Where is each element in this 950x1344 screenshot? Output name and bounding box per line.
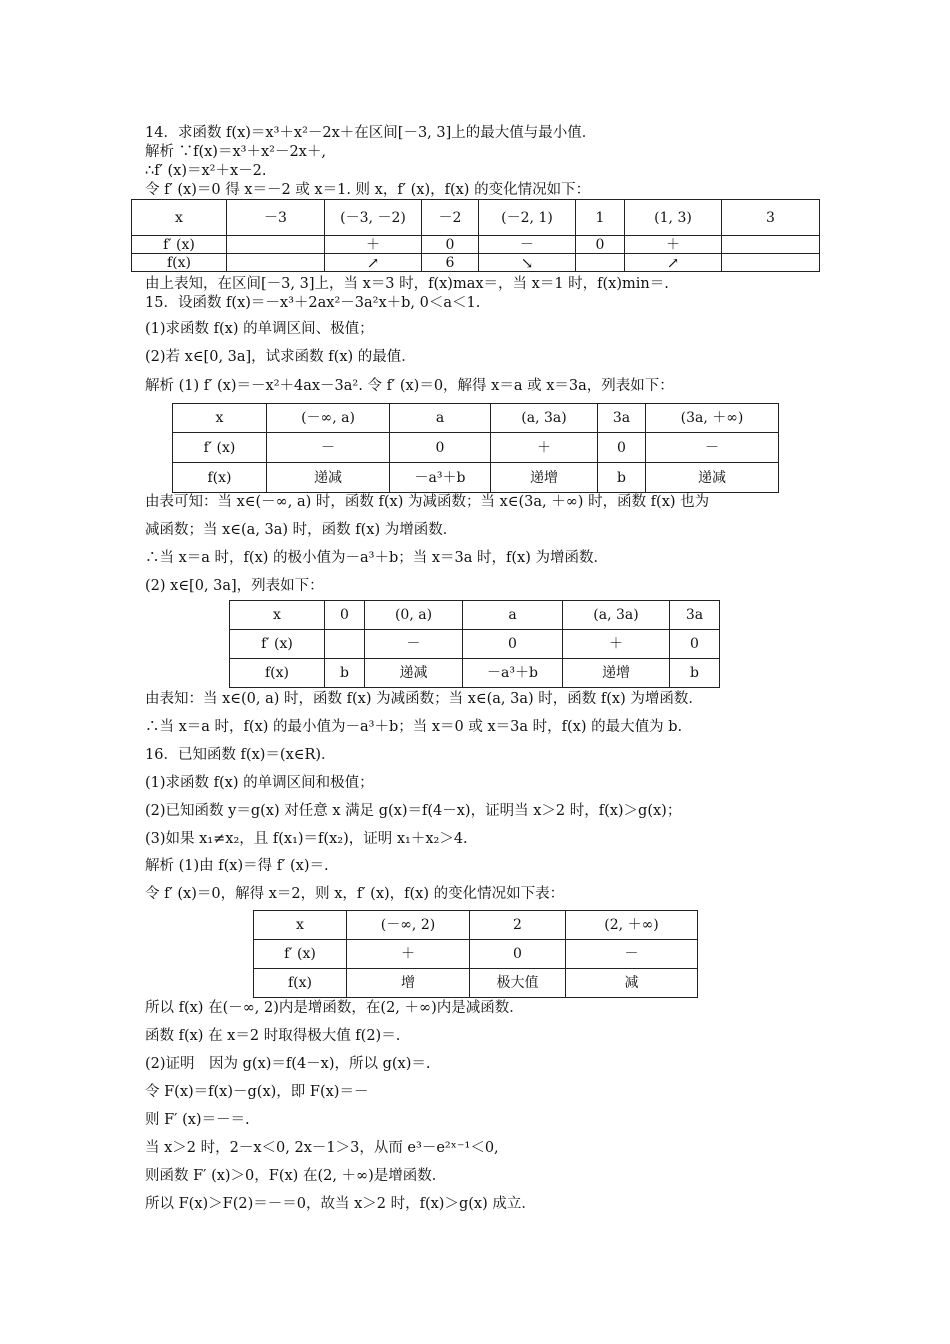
q16-part1: (1)求函数 f(x) 的单调区间和极值；: [145, 775, 374, 791]
q15-table1: [172, 403, 779, 493]
table-cell: (－3, －2): [325, 200, 422, 236]
table-cell: [722, 254, 820, 272]
table-row: [254, 911, 698, 940]
table-row: [132, 254, 820, 272]
table-cell: 递减: [365, 659, 463, 688]
increase-arrow-icon: ↗: [625, 254, 722, 272]
table-cell: ＋: [625, 236, 722, 254]
q14-title: 14．求函数 f(x)＝x³＋x²－2x＋在区间[－3, 3]上的最大值与最小值．: [145, 125, 597, 141]
q15-solution6: 由表知：当 x∈(0, a) 时，函数 f(x) 为减函数；当 x∈(a, 3a) 时，函数 f(x) 为增函数．: [145, 691, 703, 707]
q14-line3: 令 f′ (x)＝0 得 x＝－2 或 x＝1. 则 x，f′ (x)，f(x) 的变化情况如下：: [145, 182, 591, 198]
table-cell: －a³＋b: [463, 659, 563, 688]
table-row: [230, 630, 720, 659]
table-cell: (2, ＋∞): [566, 911, 698, 940]
table-cell: f′ (x): [230, 630, 325, 659]
q16-solution3: 所以 f(x) 在(－∞, 2)内是增函数，在(2, ＋∞)内是减函数．: [145, 1000, 524, 1016]
table-row: [254, 940, 698, 969]
q14-line2: ∴f′ (x)＝x²＋x－2.: [145, 163, 267, 179]
table-cell: ＋: [325, 236, 422, 254]
table-cell: 3: [722, 200, 820, 236]
table-cell: ＋: [563, 630, 670, 659]
table-cell: －: [566, 940, 698, 969]
table-cell: －3: [227, 200, 325, 236]
table-cell: 0: [670, 630, 720, 659]
table-cell: [227, 254, 325, 272]
table-cell: 1: [576, 200, 625, 236]
q15-solution7: ∴当 x＝a 时，f(x) 的最小值为－a³＋b；当 x＝0 或 x＝3a 时，f(x) 的最大值为 b.: [145, 719, 683, 735]
q16-solution9: 则函数 F′ (x)＞0，F(x) 在(2, ＋∞)是增函数．: [145, 1168, 447, 1184]
table-cell: f(x): [254, 969, 347, 998]
table-cell: －: [479, 236, 576, 254]
table-cell: 递减: [267, 463, 390, 493]
table-cell: (－2, 1): [479, 200, 576, 236]
table-row: [230, 659, 720, 688]
table-cell: x: [230, 601, 325, 630]
table-cell: 3a: [670, 601, 720, 630]
decrease-arrow-icon: ↘: [479, 254, 576, 272]
table-cell: [576, 254, 625, 272]
table-cell: b: [325, 659, 365, 688]
table-cell: (a, 3a): [563, 601, 670, 630]
table-cell: 增: [347, 969, 470, 998]
table-cell: f(x): [173, 463, 267, 493]
table-cell: b: [670, 659, 720, 688]
table-cell: b: [598, 463, 646, 493]
table-cell: f′ (x): [173, 433, 267, 463]
q16-solution6: 令 F(x)＝f(x)－g(x)，即 F(x)＝－: [145, 1084, 369, 1100]
table-cell: －a³＋b: [390, 463, 491, 493]
table-cell: 递减: [646, 463, 779, 493]
table-cell: ＋: [347, 940, 470, 969]
q15-solution3: 减函数；当 x∈(a, 3a) 时，函数 f(x) 为增函数．: [145, 522, 458, 538]
table-row: [173, 404, 779, 433]
q15-table2: [229, 600, 720, 688]
q16-solution5: (2)证明 因为 g(x)＝f(4－x)，所以 g(x)＝.: [145, 1056, 431, 1072]
table-cell: ＋: [491, 433, 598, 463]
table-cell: 3a: [598, 404, 646, 433]
table-cell: 递增: [491, 463, 598, 493]
table-cell: f′ (x): [254, 940, 347, 969]
table-cell: －: [365, 630, 463, 659]
table-cell: a: [463, 601, 563, 630]
table-cell: [722, 236, 820, 254]
q14-conclusion: 由上表知，在区间[－3, 3]上，当 x＝3 时，f(x)max＝，当 x＝1 时，f(x)min＝.: [145, 276, 669, 292]
table-cell: －2: [422, 200, 479, 236]
table-row: [230, 601, 720, 630]
table-cell: 递增: [563, 659, 670, 688]
table-cell: 减: [566, 969, 698, 998]
table-cell: x: [173, 404, 267, 433]
q16-solution4: 函数 f(x) 在 x＝2 时取得极大值 f(2)＝.: [145, 1028, 401, 1044]
table-cell: f(x): [132, 254, 227, 272]
table-cell: f′ (x): [132, 236, 227, 254]
table-cell: (1, 3): [625, 200, 722, 236]
q15-solution2: 由表可知：当 x∈(－∞, a) 时，函数 f(x) 为减函数；当 x∈(3a, ＋∞) 时，函数 f(x) 也为: [145, 494, 710, 510]
table-cell: 0: [576, 236, 625, 254]
q16-part3: (3)如果 x₁≠x₂，且 f(x₁)＝f(x₂)，证明 x₁＋x₂＞4.: [145, 831, 468, 847]
table-cell: (0, a): [365, 601, 463, 630]
table-cell: －: [646, 433, 779, 463]
table-cell: a: [390, 404, 491, 433]
q16-table: [253, 910, 698, 998]
q15-solution1: 解析 (1) f′ (x)＝－x²＋4ax－3a². 令 f′ (x)＝0，解得 x＝a 或 x＝3a，列表如下：: [145, 378, 674, 394]
table-cell: x: [132, 200, 227, 236]
table-cell: [227, 236, 325, 254]
q16-solution7: 则 F′ (x)＝－＝.: [145, 1112, 250, 1128]
table-row: [132, 236, 820, 254]
table-cell: [325, 630, 365, 659]
table-cell: 0: [470, 940, 566, 969]
q14-line1: 解析 ∵f(x)＝x³＋x²－2x＋,: [145, 144, 326, 160]
table-cell: 0: [598, 433, 646, 463]
q16-part2: (2)已知函数 y＝g(x) 对任意 x 满足 g(x)＝f(4－x)，证明当 x＞2 时，f(x)＞g(x)；: [145, 803, 682, 819]
q16-solution2: 令 f′ (x)＝0，解得 x＝2，则 x，f′ (x)，f(x) 的变化情况如下表：: [145, 886, 565, 902]
table-cell: 6: [422, 254, 479, 272]
table-row: [254, 969, 698, 998]
q15-part1: (1)求函数 f(x) 的单调区间、极值；: [145, 321, 374, 337]
table-cell: 0: [422, 236, 479, 254]
table-cell: 0: [390, 433, 491, 463]
q16-solution1: 解析 (1)由 f(x)＝得 f′ (x)＝.: [145, 858, 329, 874]
table-cell: (a, 3a): [491, 404, 598, 433]
q15-solution4: ∴当 x＝a 时，f(x) 的极小值为－a³＋b；当 x＝3a 时，f(x) 为增函数．: [145, 550, 608, 566]
table-row: [173, 463, 779, 493]
table-cell: f(x): [230, 659, 325, 688]
table-cell: (3a, ＋∞): [646, 404, 779, 433]
table-cell: －: [267, 433, 390, 463]
increase-arrow-icon: ↗: [325, 254, 422, 272]
q15-title: 15．设函数 f(x)＝－x³＋2ax²－3a²x＋b, 0＜a＜1.: [145, 295, 481, 311]
q16-solution10: 所以 F(x)＞F(2)＝－＝0，故当 x＞2 时，f(x)＞g(x) 成立．: [145, 1196, 536, 1212]
q15-solution5: (2) x∈[0, 3a]，列表如下：: [145, 578, 324, 594]
table-cell: 极大值: [470, 969, 566, 998]
table-cell: (－∞, 2): [347, 911, 470, 940]
q16-title: 16．已知函数 f(x)＝(x∈R)．: [145, 747, 336, 763]
table-cell: 0: [463, 630, 563, 659]
table-row: [173, 433, 779, 463]
q14-table: [131, 199, 820, 272]
table-cell: (－∞, a): [267, 404, 390, 433]
table-cell: x: [254, 911, 347, 940]
q15-part2: (2)若 x∈[0, 3a]，试求函数 f(x) 的最值．: [145, 349, 416, 365]
table-cell: 2: [470, 911, 566, 940]
table-cell: 0: [325, 601, 365, 630]
q16-solution8: 当 x＞2 时，2－x＜0, 2x－1＞3，从而 e³－e²ˣ⁻¹＜0,: [145, 1140, 499, 1156]
table-row: [132, 200, 820, 236]
